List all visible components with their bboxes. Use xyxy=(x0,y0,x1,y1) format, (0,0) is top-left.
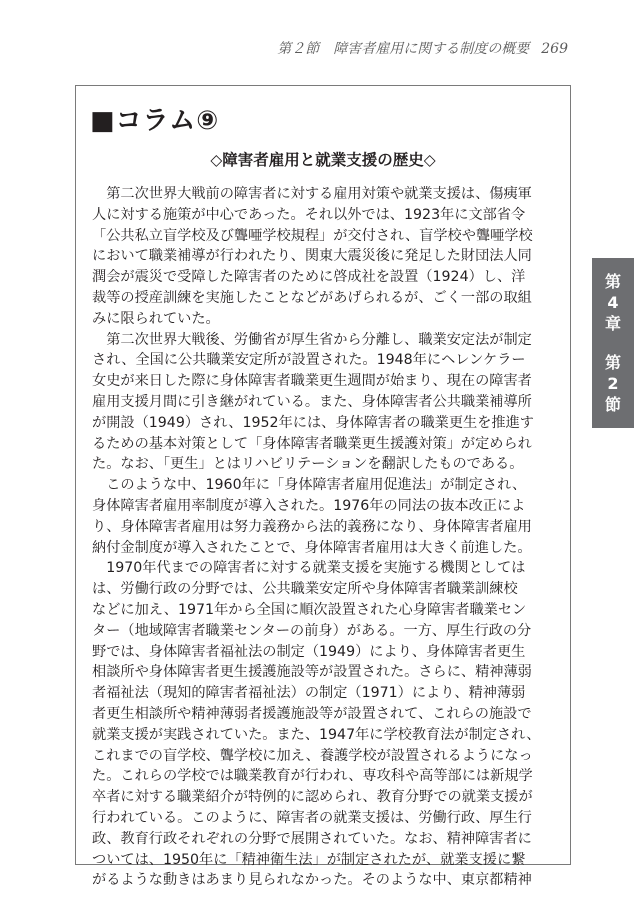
body-line: 裁等の授産訓練を実施したことなどがあげられるが、ごく一部の取組 xyxy=(92,289,532,306)
body-line: 相談所や身体障害者更生援護施設等が設置された。さらに、精神薄弱 xyxy=(92,664,532,681)
header-page-number: 269 xyxy=(541,41,568,57)
body-line: た。なお、「更生」とはリハビリテーションを翻訳したものである。 xyxy=(92,456,524,473)
body-line: が開設（1949）され、1952年には、身体障害者の職業更生を推進す xyxy=(92,414,534,431)
body-line: 者更生相談所や精神薄弱者援護施設等が設置されて、これらの施設で xyxy=(92,705,532,722)
body-line: において職業補導が行われたり、関東大震災後に発足した財団法人同 xyxy=(92,248,532,265)
body-line: るための基本対策として「身体障害者職業更生援護対策」が定められ xyxy=(92,435,532,452)
column-subtitle: ◇障害者雇用と就業支援の歴史◇ xyxy=(210,151,436,169)
running-header xyxy=(277,38,568,58)
body-line: 行われている。このように、障害者の就業支援は、労働行政、厚生行 xyxy=(92,809,532,826)
column-body xyxy=(92,184,556,891)
body-line: がるような動きはあまり見られなかった。そのような中、東京都精神 xyxy=(92,872,532,889)
body-line: 人に対する施策が中心であった。それ以外では、1923年に文部省令 xyxy=(92,206,526,223)
column-title: ■コラム⑨ xyxy=(90,106,220,136)
body-line: これまでの盲学校、聾学校に加え、養護学校が設置されるようになっ xyxy=(92,747,533,764)
body-line: 身体障害者雇用率制度が導入された。1976年の同法の抜本改正によ xyxy=(92,497,526,514)
body-line: このような中、1960年に「身体障害者雇用促進法」が制定され、 xyxy=(92,477,527,494)
body-line: などに加え、1971年から全国に順次設置された心身障害者職業セン xyxy=(92,601,527,618)
body-line: 卒者に対する職業紹介が特例的に認められ、教育分野での就業支援が xyxy=(92,789,533,806)
body-line: は、労働行政の分野では、公共職業安定所や身体障害者職業訓練校 xyxy=(92,581,518,598)
tab-section-number: 2 xyxy=(607,374,619,393)
body-line: 野では、身体障害者福祉法の制定（1949）により、身体障害者更生 xyxy=(92,643,526,660)
body-line: 「公共私立盲学校及び聾唖学校規程」が交付され、盲学校や聾唖学校 xyxy=(92,227,533,244)
body-line: 雇用支援月間に引き継がれている。また、身体障害者公共職業補導所 xyxy=(92,393,532,410)
body-line: 政、教育行政それぞれの分野で展開されていた。なお、精神障害者に xyxy=(92,830,532,847)
column-box xyxy=(75,85,571,889)
body-line: 潤会が震災で受障した障害者のために啓成社を設置（1924）し、洋 xyxy=(92,269,526,286)
body-line: 第二次世界大戦後、労働省が厚生省から分離し、職業安定法が制定 xyxy=(92,331,532,348)
body-line: 女史が来日した際に身体障害者職業更生週間が始まり、現在の障害者 xyxy=(92,373,532,390)
body-line: ター（地域障害者職業センターの前身）がある。一方、厚生行政の分 xyxy=(92,622,532,639)
tab-section-char: 節 xyxy=(604,395,621,414)
body-line: り、身体障害者雇用は努力義務から法的義務になり、身体障害者雇用 xyxy=(92,518,532,535)
header-section-title: 第２節 障害者雇用に関する制度の概要 xyxy=(277,41,530,57)
body-line: 納付金制度が導入されたことで、身体障害者雇用は大きく前進した。 xyxy=(92,539,532,556)
body-line: みに限られていた。 xyxy=(92,310,220,327)
body-line: され、全国に公共職業安定所が設置された。1948年にヘレンケラー xyxy=(92,352,526,369)
body-line: 就業支援が実践されていた。また、1947年に学校教育法が制定され、 xyxy=(92,726,541,743)
chapter-section-tab xyxy=(592,258,634,428)
body-line: 第二次世界大戦前の障害者に対する雇用対策や就業支援は、傷痍軍 xyxy=(92,186,532,202)
tab-section-char: 第 xyxy=(604,353,621,372)
body-line: 1970年代までの障害者に対する就業支援を実施する機関としては xyxy=(92,560,526,577)
body-line: 者福祉法（現知的障害者福祉法）の制定（1971）により、精神薄弱 xyxy=(92,685,526,702)
tab-chapter-number: 4 xyxy=(607,293,619,312)
body-line: ついては、1950年に「精神衛生法」が制定されたが、就業支援に繋 xyxy=(92,851,526,868)
body-line: た。これらの学校では職業教育が行われ、専攻科や高等部には新規学 xyxy=(92,768,533,785)
tab-chapter-char: 章 xyxy=(604,314,621,333)
tab-chapter-char: 第 xyxy=(604,272,621,291)
